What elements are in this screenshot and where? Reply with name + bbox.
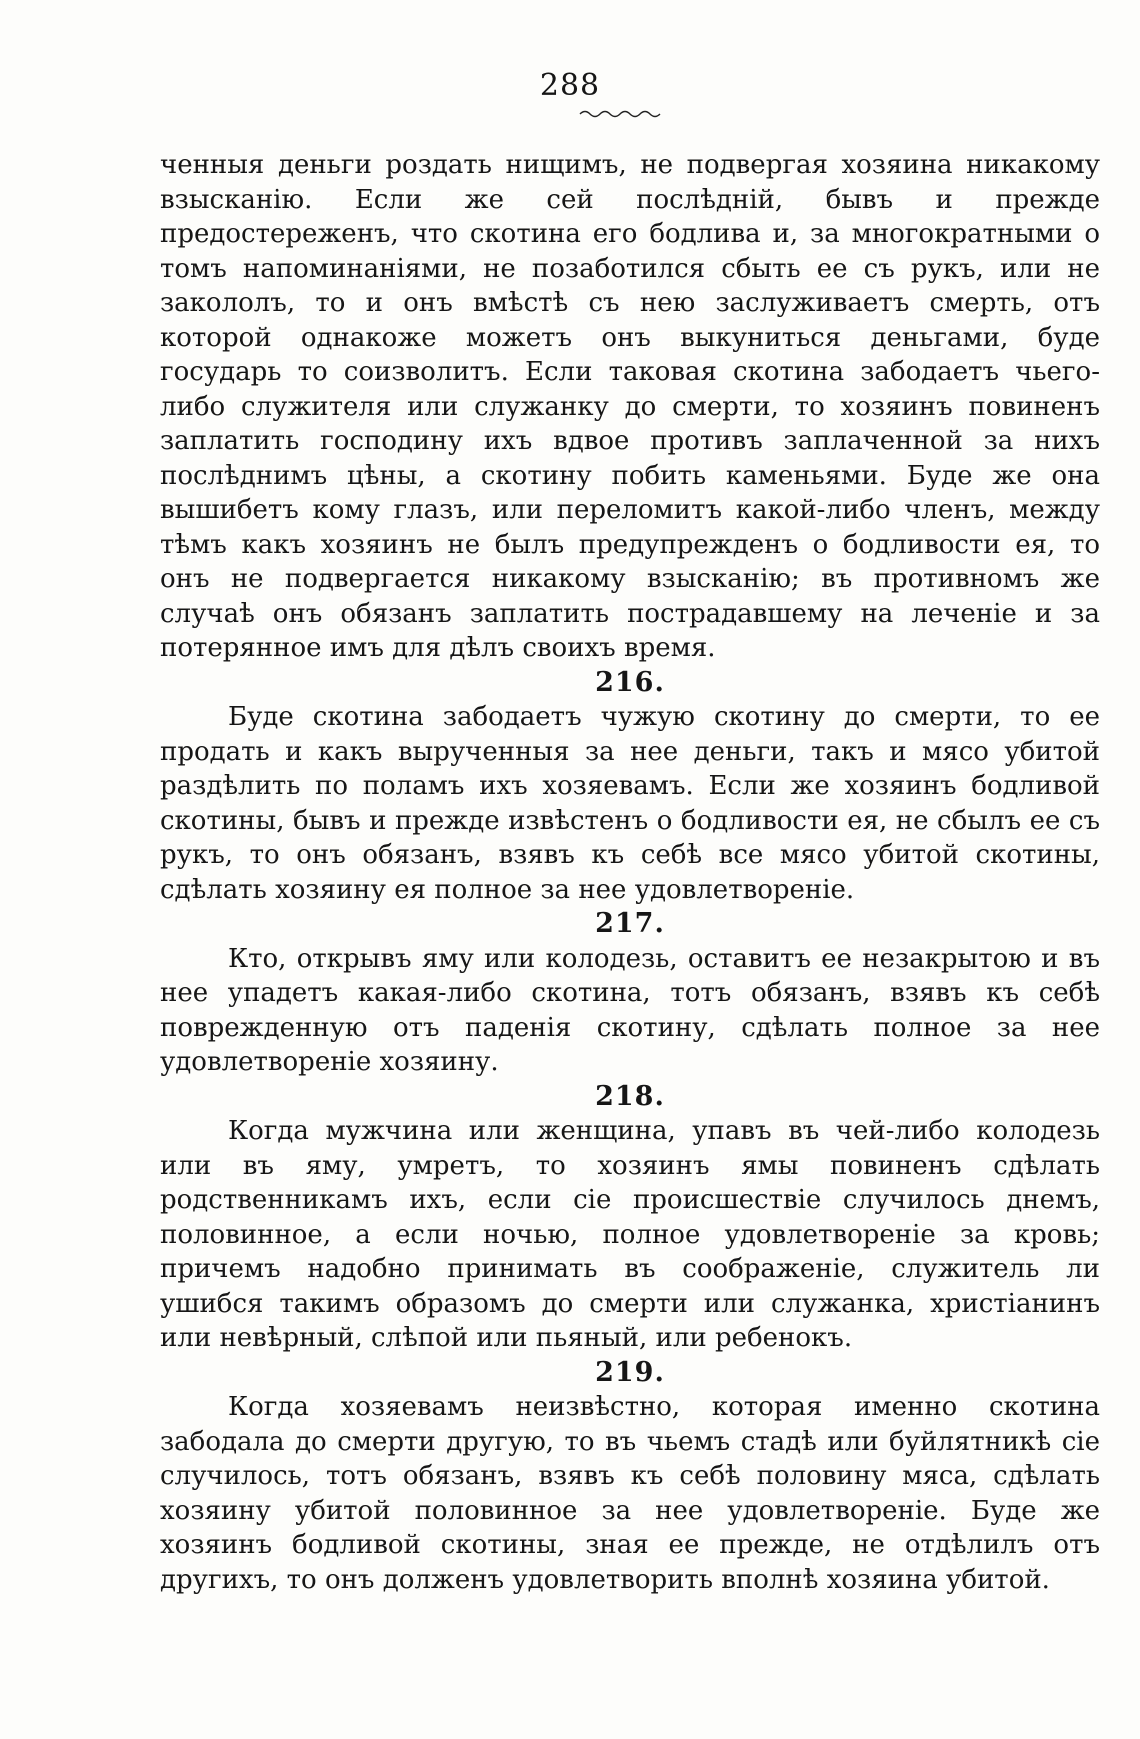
section-216	[160, 666, 1100, 908]
section-219	[160, 1356, 1100, 1598]
section-218	[160, 1080, 1100, 1356]
body-text	[160, 148, 1100, 1597]
section-number: 219.	[595, 1356, 665, 1388]
section-paragraph: Когда мужчина или женщина, упавъ въ чей-либо колодезь или въ яму, умретъ, то хозяинъ ямы повиненъ сдѣлать родственникамъ ихъ, если сіе происшествіе случилось днемъ, половинное, а если ночью, полное удовлетвореніе за кровь; причемъ надобно принимать въ соображеніе, служитель ли ушибся такимъ образомъ до смерти или служанка, христіанинъ или невѣрный, слѣпой или пьяный, или ребенокъ.	[160, 1116, 1100, 1353]
section-number: 217.	[595, 908, 665, 939]
page-number: 288	[539, 68, 601, 103]
section-number: 216.	[595, 666, 665, 698]
section-217	[160, 907, 1100, 1080]
wavy-rule-ornament	[578, 108, 662, 120]
section-paragraph: Буде скотина забодаетъ чужую скотину до смерти, то ее продать и какъ вырученныя за нее деньги, такъ и мясо убитой раздѣлить по поламъ ихъ хозяевамъ. Если же хозяинъ бодливой скотины, бывъ и прежде извѣстенъ о бодливости ея, не сбылъ ее съ рукъ, то онъ обязанъ, взявъ къ себѣ все мясо убитой скотины, сдѣлать хозяину ея полное за нее удовлетвореніе.	[160, 702, 1100, 905]
section-number: 218.	[595, 1080, 665, 1112]
intro-paragraph: ченныя деньги роздать нищимъ, не подвергая хозяина никакому взысканію. Если же сей послѣдній, бывъ и прежде предостереженъ, что скотина его бодлива и, за многократными о томъ напоминаніями, не позаботился сбыть ее съ рукъ, или не закололъ, то и онъ вмѣстѣ съ нею заслуживаетъ смерть, отъ которой однакоже можетъ онъ выкуниться деньгами, буде государь то соизволитъ. Если таковая скотина забодаетъ чьего-либо служителя или служанку до смерти, то хозяинъ повиненъ заплатить господину ихъ вдвое противъ заплаченной за нихъ послѣднимъ цѣны, а скотину побить каменьями. Буде же она вышибетъ кому глазъ, или переломитъ какой-либо членъ, между тѣмъ какъ хозяинъ не былъ предупрежденъ о бодливости ея, то онъ не подвергается никакому взысканію; въ противномъ же случаѣ онъ обязанъ заплатить пострадавшему на леченіе и за потерянное имъ для дѣлъ своихъ время.	[160, 150, 1100, 663]
section-paragraph: Кто, открывъ яму или колодезь, оставитъ ее незакрытою и въ нее упадетъ какая-либо скотина, тотъ обязанъ, взявъ къ себѣ поврежденную отъ паденія скотину, сдѣлать полное за нее удовлетвореніе хозяину.	[160, 943, 1100, 1077]
section-paragraph: Когда хозяевамъ неизвѣстно, которая именно скотина забодала до смерти другую, то въ чьемъ стадѣ или буйлятникѣ сіе случилось, тотъ обязанъ, взявъ къ себѣ половину мяса, сдѣлать хозяину убитой половинное за нее удовлетвореніе. Буде же хозяинъ бодливой скотины, зная ее прежде, не отдѣлилъ отъ другихъ, то онъ долженъ удовлетворить вполнѣ хозяина убитой.	[160, 1392, 1100, 1595]
